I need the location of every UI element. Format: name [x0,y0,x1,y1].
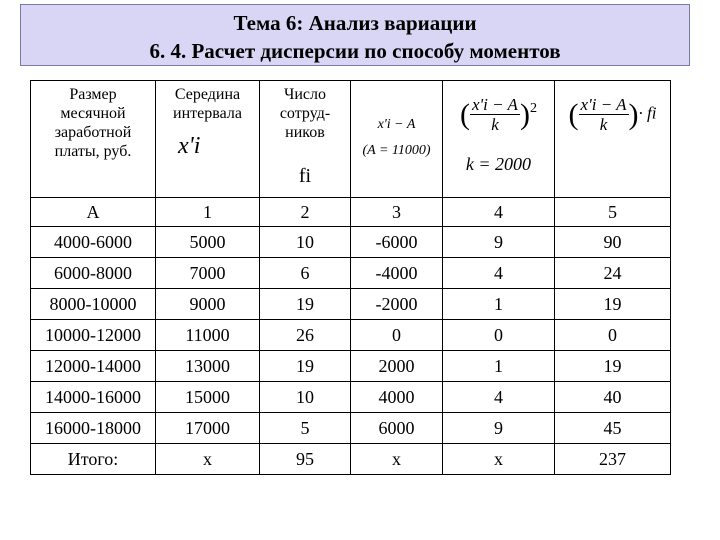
salary-interval: 10000-12000 [31,320,156,351]
total-cell: x [443,444,555,475]
deviation-note: (A = 11000) [362,143,431,158]
column-number: A [31,198,156,227]
formula-denominator: k [599,115,608,134]
table-cell: -4000 [351,258,443,289]
table-cell: 5 [260,413,351,444]
total-cell: 237 [555,444,671,475]
table-cell: 5000 [156,227,260,258]
table-cell: 26 [260,320,351,351]
formula-numerator: x'i − A [580,95,627,114]
salary-interval: 4000-6000 [31,227,156,258]
table-row [31,413,671,444]
table-cell: 11000 [156,320,260,351]
table-cell: 10 [260,382,351,413]
table-cell: 7000 [156,258,260,289]
frequency-symbol: fi [298,165,312,187]
header-line: сотруд- [279,105,331,122]
column-number-row [31,198,671,227]
salary-interval: 8000-10000 [31,289,156,320]
formula-factor: · fi [638,103,657,123]
header-line: интервала [173,105,242,122]
table-cell: 19 [555,289,671,320]
table-cell: 0 [443,320,555,351]
table-cell: 24 [555,258,671,289]
header-line: месячной [60,105,126,122]
section-title: 6. 4. Расчет дисперсии по способу моментов [149,39,561,63]
midpoint-symbol: x'i [178,133,201,159]
table-row [31,227,671,258]
header-line: заработной [54,124,132,141]
table-cell: 6 [260,258,351,289]
table-cell: 0 [555,320,671,351]
salary-interval: 14000-16000 [31,382,156,413]
table-cell: 4000 [351,382,443,413]
table-cell: 10 [260,227,351,258]
table-cell: 4 [443,258,555,289]
header-deviation [351,81,443,198]
table-cell: 13000 [156,351,260,382]
header-interval-midpoint [156,81,260,198]
table-cell: 1 [443,289,555,320]
table-cell: 19 [260,351,351,382]
table-cell: 0 [351,320,443,351]
formula-denominator: k [491,115,499,134]
column-number: 2 [260,198,351,227]
header-line: Число [283,86,327,103]
header-line: Середина [174,86,241,103]
table-cell: 90 [555,227,671,258]
table-body [31,227,671,444]
column-number: 4 [443,198,555,227]
table-row [31,351,671,382]
column-number: 3 [351,198,443,227]
table-cell: 17000 [156,413,260,444]
table-cell: 9 [443,413,555,444]
header-line: платы, руб. [54,143,132,160]
header-salary-size [31,81,156,198]
table-row [31,320,671,351]
table-cell: 19 [555,351,671,382]
column-number: 5 [555,198,671,227]
salary-interval: 6000-8000 [31,258,156,289]
title-banner [20,4,690,66]
header-employee-count [260,81,351,198]
column-number: 1 [156,198,260,227]
table-cell: 1 [443,351,555,382]
total-label: Итого: [31,444,156,475]
squared-moment-formula: ( $\frac{x'i - A}{k}$ )$^2$ [459,95,538,134]
table-cell: -2000 [351,289,443,320]
salary-interval: 16000-18000 [31,413,156,444]
table-cell: 40 [555,382,671,413]
deviation-formula: x'i − A [377,117,416,132]
total-row [31,444,671,475]
table-cell: 4 [443,382,555,413]
total-cell: x [351,444,443,475]
header-weighted-moment [555,81,671,198]
formula-numerator: x'i − A [471,95,518,114]
table-row [31,258,671,289]
table-cell: 9000 [156,289,260,320]
k-note: k = 2000 [465,154,532,174]
table-row [31,382,671,413]
header-row [31,81,671,198]
table-row [31,289,671,320]
table-cell: -6000 [351,227,443,258]
table-cell: 19 [260,289,351,320]
table-cell: 6000 [351,413,443,444]
salary-interval: 12000-14000 [31,351,156,382]
table-cell: 2000 [351,351,443,382]
total-cell: x [156,444,260,475]
variance-table [30,80,671,475]
table-cell: 9 [443,227,555,258]
header-squared-moment [443,81,555,198]
weighted-moment-formula: ( $\frac{x'i - A}{k}$ )· fi [568,95,657,134]
total-cell: 95 [260,444,351,475]
table-cell: 15000 [156,382,260,413]
header-line: Размер [69,86,117,103]
topic-title: Тема 6: Анализ вариации [233,11,477,35]
header-line: ников [285,124,325,141]
table-cell: 45 [555,413,671,444]
